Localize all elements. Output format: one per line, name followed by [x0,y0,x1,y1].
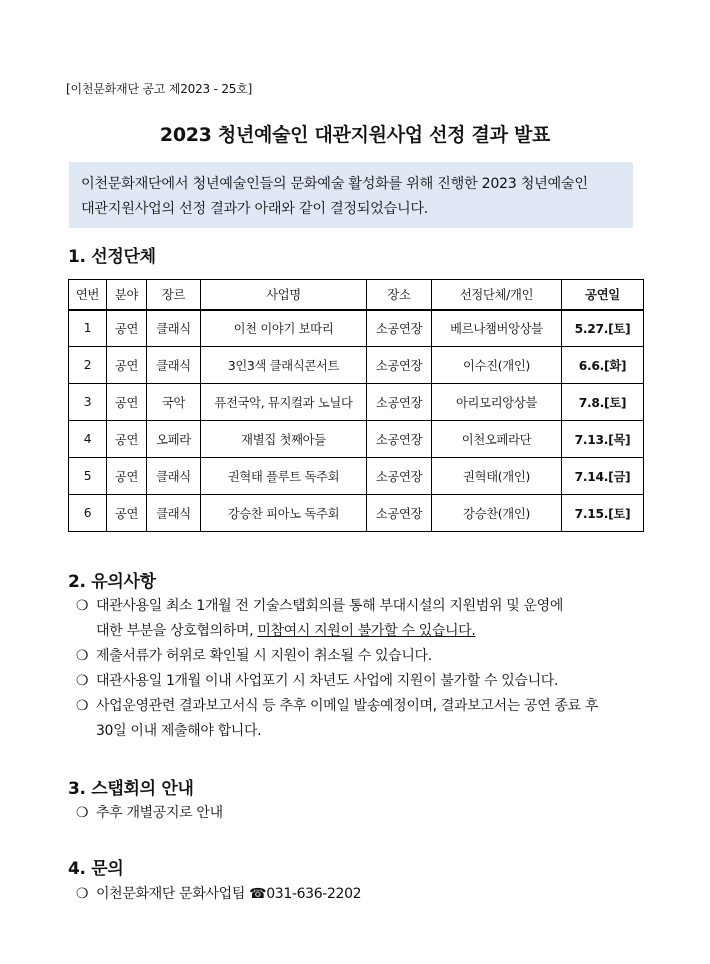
col-header-genre: 장르 [147,280,201,310]
cell-venue: 소공연장 [367,421,432,458]
selection-table [68,279,644,532]
cell-venue: 소공연장 [367,495,432,532]
cell-no: 4 [69,421,107,458]
notes-item-2-text: 제출서류가 허위로 확인될 시 지원이 취소될 수 있습니다. [96,648,432,664]
cell-field: 공연 [107,458,147,495]
intro-box [69,162,633,228]
cell-group: 강승찬(개인) [432,495,562,532]
table-row [69,458,644,495]
cell-project: 3인3색 클래식콘서트 [201,347,367,384]
col-header-field: 분야 [107,280,147,310]
cell-field: 공연 [107,421,147,458]
section-heading-selected: 1. 선정단체 [68,247,156,267]
cell-genre: 오페라 [147,421,201,458]
col-header-venue: 장소 [367,280,432,310]
col-header-no: 연번 [69,280,107,310]
cell-no: 3 [69,384,107,421]
circle-bullet-icon: ❍ [76,698,89,714]
cell-genre: 국악 [147,384,201,421]
notes-item-1-underlined: 미참여시 지원이 불가할 수 있습니다. [257,623,476,639]
circle-bullet-icon: ❍ [76,648,89,664]
section-heading-staff-meeting: 3. 스탭회의 안내 [68,779,194,799]
cell-venue: 소공연장 [367,347,432,384]
table-row [69,384,644,421]
cell-group: 베르나챔버앙상블 [432,310,562,347]
intro-line-1: 이천문화재단에서 청년예술인들의 문화예술 활성화를 위해 진행한 2023 청년예술인 [81,176,588,192]
cell-no: 6 [69,495,107,532]
cell-date: 7.14.[금] [562,458,644,495]
cell-field: 공연 [107,384,147,421]
cell-project: 이천 이야기 보따리 [201,310,367,347]
table-header-row [69,280,644,310]
cell-genre: 클래식 [147,495,201,532]
cell-genre: 클래식 [147,310,201,347]
table-row [69,495,644,532]
notes-item-4-line-2: 30일 이내 제출해야 합니다. [96,723,262,739]
col-header-project: 사업명 [201,280,367,310]
cell-genre: 클래식 [147,458,201,495]
notes-item-4-line-1: 사업운영관련 결과보고서식 등 추후 이메일 발송예정이며, 결과보고서는 공연 종료 후 [96,698,599,714]
circle-bullet-icon: ❍ [76,598,89,614]
notes-item-1-line-2 [76,619,646,644]
cell-venue: 소공연장 [367,384,432,421]
cell-field: 공연 [107,495,147,532]
section-heading-notes: 2. 유의사항 [68,572,156,592]
cell-no: 5 [69,458,107,495]
col-header-group: 선정단체/개인 [432,280,562,310]
notes-item-1-prefix: 대한 부분을 상호협의하며, [96,623,258,639]
cell-no: 1 [69,310,107,347]
cell-date: 5.27.[토] [562,310,644,347]
cell-genre: 클래식 [147,347,201,384]
cell-project: 권혁태 플루트 독주회 [201,458,367,495]
cell-venue: 소공연장 [367,458,432,495]
cell-group: 권혁태(개인) [432,458,562,495]
notes-item-1 [76,594,646,644]
notes-item-4 [76,694,646,744]
cell-project: 퓨전국악, 뮤지컬과 노닐다 [201,384,367,421]
cell-group: 이천오페라단 [432,421,562,458]
cell-date: 7.15.[토] [562,495,644,532]
cell-group: 아리모리앙상블 [432,384,562,421]
cell-date: 6.6.[화] [562,347,644,384]
cell-date: 7.13.[목] [562,421,644,458]
notes-item-3 [76,669,646,694]
circle-bullet-icon: ❍ [76,673,89,689]
cell-group: 이수진(개인) [432,347,562,384]
table-row [69,347,644,384]
table-row [69,421,644,458]
cell-project: 강승찬 피아노 독주회 [201,495,367,532]
notice-number: [이천문화재단 공고 제2023 - 25호] [66,82,253,96]
cell-field: 공연 [107,310,147,347]
section-heading-inquiry: 4. 문의 [68,859,124,879]
cell-venue: 소공연장 [367,310,432,347]
cell-no: 2 [69,347,107,384]
intro-line-2: 대관지원사업의 선정 결과가 아래와 같이 결정되었습니다. [81,201,428,217]
cell-project: 재별집 첫째아들 [201,421,367,458]
notes-item-1-line-1: 대관사용일 최소 1개월 전 기술스탭회의를 통해 부대시설의 지원범위 및 운영에 [96,598,564,614]
table-row [69,310,644,347]
circle-bullet-icon: ❍ [76,886,89,902]
cell-date: 7.8.[토] [562,384,644,421]
col-header-date: 공연일 [562,280,644,310]
inquiry-item [76,882,646,907]
notes-item-2 [76,644,646,669]
circle-bullet-icon: ❍ [76,805,89,821]
staff-meeting-text: 추후 개별공지로 안내 [96,805,223,821]
staff-meeting-item [76,801,646,826]
page-title: 2023 청년예술인 대관지원사업 선정 결과 발표 [159,124,551,146]
cell-field: 공연 [107,347,147,384]
inquiry-contact: 이천문화재단 문화사업팀 ☎031-636-2202 [96,886,362,902]
notes-item-3-text: 대관사용일 1개월 이내 사업포기 시 차년도 사업에 지원이 불가할 수 있습니다. [96,673,559,689]
